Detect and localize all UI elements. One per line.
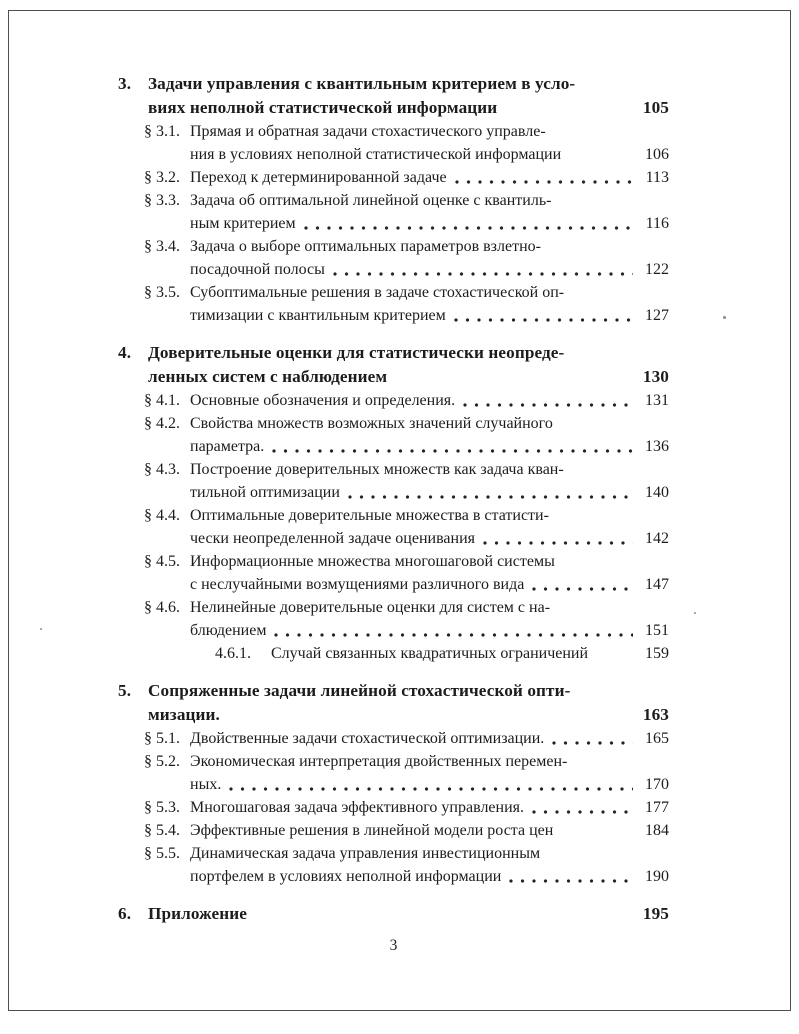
entry-title-text: ленных систем с наблюдением: [148, 367, 388, 386]
dot-leader: [552, 741, 633, 745]
entry-label: 4.6.1.: [215, 645, 251, 662]
toc-line: [144, 304, 669, 327]
entry-title-text: ным критерием: [190, 215, 296, 232]
entry-title-text: Экономическая интерпретация двойственных перемен-: [190, 753, 568, 770]
entry-title-text: блюдением: [190, 622, 267, 639]
toc-entry-section: [144, 596, 669, 642]
entry-page-number: 165: [645, 730, 669, 747]
entry-page-number: 190: [645, 868, 669, 885]
entry-label: § 3.4.: [144, 238, 180, 255]
entry-title-text: с неслучайными возмущениями различного вида: [190, 576, 525, 593]
dot-leader: [483, 541, 633, 545]
entry-title-text: Задача о выборе оптимальных параметров взлетно-: [190, 238, 541, 255]
entry-page-number: 136: [645, 438, 669, 455]
toc-line: [118, 902, 669, 926]
toc-entry-section: [144, 796, 669, 819]
page-footer: [118, 937, 669, 955]
toc-entry-section: [144, 842, 669, 888]
toc-line: [144, 573, 669, 596]
dot-leader: [333, 272, 633, 276]
entry-page-number: 147: [645, 576, 669, 593]
toc-entry-chapter: [118, 72, 669, 120]
toc-entry-chapter: [118, 679, 669, 727]
entry-label: § 4.2.: [144, 415, 180, 432]
toc-line: [118, 703, 669, 727]
dot-leader: [455, 180, 633, 184]
toc-line: [144, 258, 669, 281]
entry-page-number: 113: [645, 169, 669, 186]
entry-title-text: посадочной полосы: [190, 261, 325, 278]
entry-page-number: 127: [645, 307, 669, 324]
toc-entry-section: [144, 281, 669, 327]
entry-label: § 3.5.: [144, 284, 180, 301]
entry-label: § 4.1.: [144, 392, 180, 409]
entry-title-text: Прямая и обратная задачи стохастического управле-: [190, 123, 546, 140]
entry-title-text: Построение доверительных множеств как задача кван-: [190, 461, 564, 478]
toc-line: [144, 120, 669, 143]
toc-entry-section: [144, 120, 669, 166]
entry-label: § 4.5.: [144, 553, 180, 570]
toc-line: [144, 727, 669, 750]
entry-title-text: ных.: [190, 776, 222, 793]
toc-entry-section: [144, 235, 669, 281]
entry-page-number: 163: [642, 705, 669, 724]
toc-line: [144, 412, 669, 435]
entry-title-text: Доверительные оценки для статистически неопреде-: [148, 343, 565, 362]
entry-page-number: 142: [645, 530, 669, 547]
entry-title-text: Приложение: [148, 904, 247, 923]
entry-page-number: 170: [645, 776, 669, 793]
toc-line: [144, 212, 669, 235]
entry-label: § 5.3.: [144, 799, 180, 816]
entry-title-text: Динамическая задача управления инвестиционным: [190, 845, 541, 862]
toc-line: [215, 642, 669, 665]
toc-line: [144, 143, 669, 166]
toc-line: [144, 166, 669, 189]
entry-label: § 4.3.: [144, 461, 180, 478]
dot-leader: [454, 318, 633, 322]
dot-leader: [274, 633, 633, 637]
toc-entry-chapter: [118, 341, 669, 389]
toc-entry-section: [144, 504, 669, 550]
entry-label: 3.: [118, 74, 132, 93]
toc-line: [144, 773, 669, 796]
entry-page-number: 105: [642, 98, 669, 117]
entry-label: § 5.5.: [144, 845, 180, 862]
entry-label: 4.: [118, 343, 132, 362]
entry-page-number: 130: [642, 367, 669, 386]
toc-line: [144, 389, 669, 412]
entry-page-number: 195: [642, 904, 669, 923]
toc-line: [118, 365, 669, 389]
toc-line: [118, 341, 669, 365]
toc-line: [144, 865, 669, 888]
dot-leader: [509, 879, 633, 883]
entry-page-number: 122: [645, 261, 669, 278]
toc-entry-section: [144, 189, 669, 235]
dot-leader: [304, 226, 633, 230]
dot-leader: [463, 403, 633, 407]
toc-entry-section: [144, 412, 669, 458]
entry-title-text: Субоптимальные решения в задаче стохастической оп-: [190, 284, 565, 301]
entry-page-number: 151: [645, 622, 669, 639]
toc-line: [144, 796, 669, 819]
toc-entry-section: [144, 389, 669, 412]
scan-speck: [694, 612, 696, 614]
toc-line: [144, 504, 669, 527]
toc-line: [144, 281, 669, 304]
entry-title-text: Нелинейные доверительные оценки для систем с на-: [190, 599, 551, 616]
entry-page-number: 159: [645, 645, 669, 662]
toc-entry-section: [144, 458, 669, 504]
entry-title-text: ния в условиях неполной статистической информации: [190, 146, 562, 163]
entry-label: § 5.2.: [144, 753, 180, 770]
toc-entry-section: [144, 750, 669, 796]
entry-label: § 5.4.: [144, 822, 180, 839]
entry-title-text: мизации.: [148, 705, 220, 724]
entry-title-text: чески неопределенной задаче оценивания: [190, 530, 476, 547]
entry-title-text: портфелем в условиях неполной информации: [190, 868, 502, 885]
toc-line: [144, 842, 669, 865]
toc-line: [144, 481, 669, 504]
toc: [118, 72, 669, 926]
entry-label: § 4.6.: [144, 599, 180, 616]
toc-line: [144, 819, 669, 842]
entry-title-text: Оптимальные доверительные множества в статисти-: [190, 507, 549, 524]
entry-page-number: 140: [645, 484, 669, 501]
toc-line: [144, 596, 669, 619]
dot-leader: [229, 787, 633, 791]
entry-title-text: тильной оптимизации: [190, 484, 340, 501]
entry-title-text: Задачи управления с квантильным критерием в усло-: [148, 74, 576, 93]
scan-speck: [723, 316, 726, 319]
toc-entry-subsection: [215, 642, 669, 665]
dot-leader: [532, 810, 633, 814]
entry-title-text: виях неполной статистической информации: [148, 98, 498, 117]
toc-line: [144, 458, 669, 481]
entry-page-number: 177: [645, 799, 669, 816]
toc-entry-section: [144, 819, 669, 842]
entry-title-text: Эффективные решения в линейной модели роста цен: [190, 822, 554, 839]
entry-label: § 4.4.: [144, 507, 180, 524]
toc-entry-section: [144, 166, 669, 189]
entry-label: 6.: [118, 904, 132, 923]
toc-line: [144, 435, 669, 458]
entry-title-text: Переход к детерминированной задаче: [190, 169, 447, 186]
entry-label: 5.: [118, 681, 132, 700]
entry-title-text: Основные обозначения и определения.: [190, 392, 456, 409]
entry-title-text: Свойства множеств возможных значений случайного: [190, 415, 553, 432]
entry-title-text: Двойственные задачи стохастической оптимизации.: [190, 730, 545, 747]
toc-line: [144, 189, 669, 212]
entry-page-number: 116: [645, 215, 669, 232]
dot-leader: [272, 449, 633, 453]
entry-label: § 3.1.: [144, 123, 180, 140]
entry-title-text: Случай связанных квадратичных ограничений: [271, 645, 589, 662]
entry-title-text: Информационные множества многошаговой системы: [190, 553, 555, 570]
entry-label: § 3.3.: [144, 192, 180, 209]
entry-label: § 5.1.: [144, 730, 180, 747]
toc-line: [118, 72, 669, 96]
entry-page-number: 131: [645, 392, 669, 409]
entry-title-text: Сопряженные задачи линейной стохастической опти-: [148, 681, 571, 700]
entry-label: § 3.2.: [144, 169, 180, 186]
toc-line: [144, 619, 669, 642]
entry-title-text: Многошаговая задача эффективного управления.: [190, 799, 525, 816]
toc-entry-chapter: [118, 902, 669, 926]
toc-line: [144, 550, 669, 573]
toc-line: [144, 527, 669, 550]
toc-line: [118, 96, 669, 120]
toc-line: [144, 235, 669, 258]
dot-leader: [348, 495, 633, 499]
scan-speck: [40, 628, 42, 630]
entry-page-number: 184: [645, 822, 669, 839]
dot-leader: [532, 587, 633, 591]
entry-title-text: тимизации с квантильным критерием: [190, 307, 446, 324]
toc-line: [144, 750, 669, 773]
entry-title-text: Задача об оптимальной линейной оценке с квантиль-: [190, 192, 552, 209]
entry-title-text: параметра.: [190, 438, 265, 455]
toc-line: [118, 679, 669, 703]
entry-page-number: 106: [645, 146, 669, 163]
toc-entry-section: [144, 550, 669, 596]
footer-page-number: 3: [389, 937, 398, 954]
toc-entry-section: [144, 727, 669, 750]
